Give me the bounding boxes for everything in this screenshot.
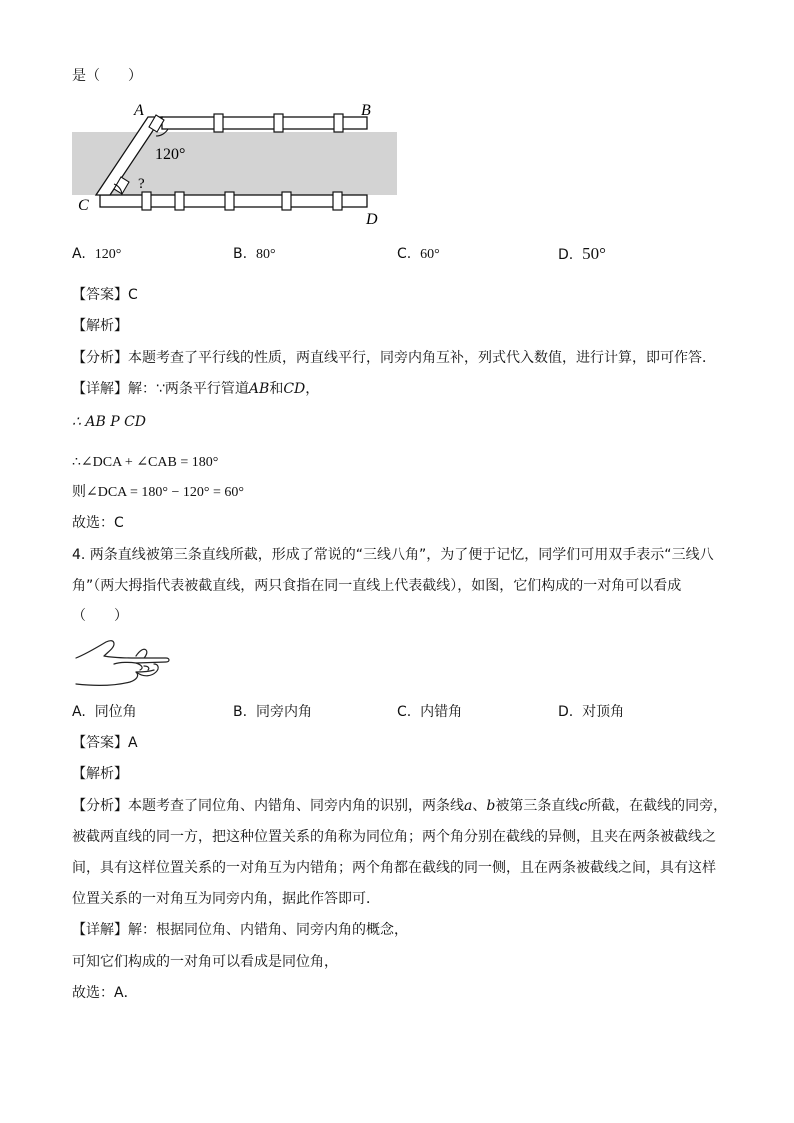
- q4-analysis-line3: 间，具有这样位置关系的一对角互为内错角；两个角都在截线的同一侧，且在两条被截线之间，具有这样: [72, 860, 716, 876]
- pipe-cd-joint: [282, 192, 291, 210]
- pipe-cd-joint: [142, 192, 151, 210]
- q3-analysis-heading: 【解析】: [72, 318, 128, 334]
- q4-analysis-heading: 【解析】: [72, 766, 128, 782]
- q4-detail-2: 可知它们构成的一对角可以看成是同位角，: [72, 954, 338, 970]
- pipe-ab-joint: [334, 114, 343, 132]
- q3-choice: 故选：C: [72, 515, 124, 531]
- q4-analysis-line4: 位置关系的一对角互为同旁内角，据此作答即可．: [72, 891, 380, 907]
- pipe-cd-joint: [175, 192, 184, 210]
- q3-step-sum: ∴∠DCA + ∠CAB = 180°: [72, 455, 219, 470]
- left-thumb: [76, 641, 114, 658]
- parallel-pipes-figure: [68, 98, 408, 234]
- q3-option-d[interactable]: D. 50°: [558, 244, 606, 263]
- q4-stem-line3: （ ）: [72, 608, 128, 624]
- right-knuckle: [144, 666, 149, 670]
- q3-step-result: 则∠DCA = 180° − 120° = 60°: [72, 484, 244, 500]
- q4-stem-line1: 4. 两条直线被第三条直线所截，形成了常说的“三线八角”，为了便于记忆，同学们可用双手表示“三线八: [72, 547, 714, 563]
- q3-option-b[interactable]: B. 80°: [233, 246, 276, 262]
- point-d-label: D: [366, 211, 378, 228]
- q3-option-c[interactable]: C. 60°: [397, 246, 440, 262]
- angle-unknown-label: ?: [138, 176, 145, 192]
- pipe-cd-joint: [225, 192, 234, 210]
- point-a-label: A: [134, 102, 144, 119]
- q3-stem-tail: 是（ ）: [72, 68, 142, 84]
- pipe-cd-joint: [333, 192, 342, 210]
- q4-option-d[interactable]: D. 对顶角: [558, 704, 625, 720]
- left-palm: [76, 670, 154, 685]
- pipe-ab-joint: [274, 114, 283, 132]
- q4-analysis-line2: 被截两直线的同一方，把这种位置关系的角称为同位角；两个角分别在截线的异侧，且夹在两条被截线之: [72, 829, 716, 845]
- q4-detail: 【详解】解：根据同位角、内错角、同旁内角的概念，: [72, 922, 408, 938]
- pipe-ab-joint: [214, 114, 223, 132]
- right-thumb: [136, 649, 147, 658]
- q3-step-parallel: ∴ AB P CD: [72, 414, 147, 430]
- hands-figure: [74, 636, 174, 690]
- q4-stem-line2: 角”（两大拇指代表被截直线，两只食指在同一直线上代表截线），如图，它们构成的一对角可以看成: [72, 578, 682, 594]
- q3-option-a[interactable]: A. 120°: [72, 246, 122, 262]
- right-fist: [136, 664, 158, 676]
- point-c-label: C: [78, 197, 89, 214]
- q3-detail: 【详解】解：∵两条平行管道AB和CD，: [72, 381, 320, 397]
- left-finger-fold: [114, 662, 142, 670]
- q4-option-c[interactable]: C. 内错角: [397, 704, 463, 720]
- point-b-label: B: [361, 102, 371, 119]
- q4-answer: 【答案】A: [72, 735, 138, 751]
- q4-option-b[interactable]: B. 同旁内角: [233, 704, 312, 720]
- q3-analysis: 【分析】本题考查了平行线的性质，两直线平行，同旁内角互补，列式代入数值，进行计算，即可作答．: [72, 350, 716, 366]
- angle-120-label: 120°: [155, 146, 186, 163]
- q4-choice: 故选：A．: [72, 985, 138, 1001]
- q4-analysis-line1: 【分析】本题考查了同位角、内错角、同旁内角的识别，两条线a、b被第三条直线c所截，在截线的同旁，: [72, 798, 728, 814]
- q3-answer: 【答案】C: [72, 287, 138, 303]
- q4-option-a[interactable]: A. 同位角: [72, 704, 137, 720]
- index-fingers: [104, 656, 169, 663]
